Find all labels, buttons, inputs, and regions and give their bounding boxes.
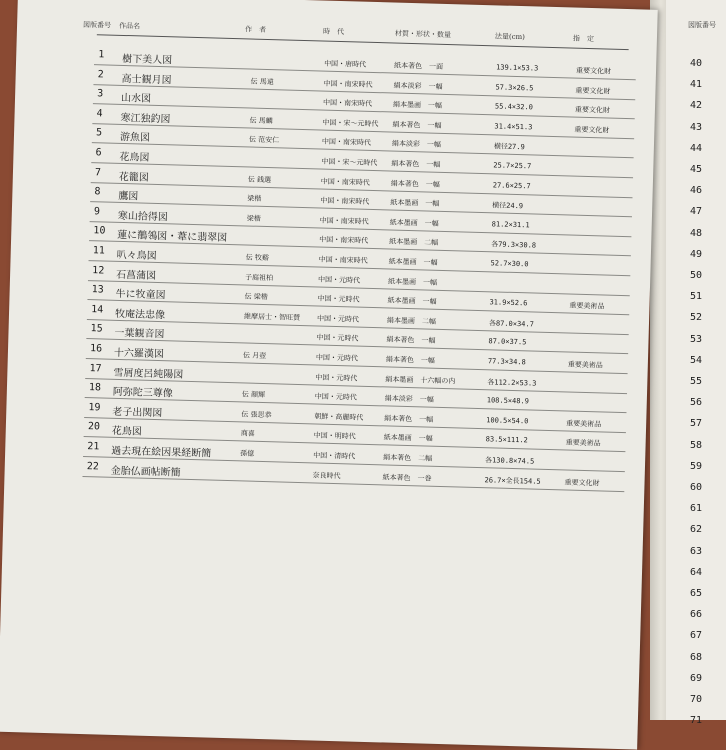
material: 紙本著色 一巻 <box>382 472 432 483</box>
work-title: 山水図 <box>120 93 152 105</box>
period: 中国・元時代 <box>317 294 360 304</box>
right-plate-number: 44 <box>690 142 703 154</box>
size: 26.7×全長154.5 <box>484 475 541 486</box>
author: 梁楷 <box>246 214 261 223</box>
material: 絹本淡彩 一幅 <box>391 139 441 150</box>
plate-number: 3 <box>97 88 104 100</box>
author: 伝 張思恭 <box>241 410 272 420</box>
header-material: 材質・形状・数量 <box>394 29 452 40</box>
author: 伝 范安仁 <box>248 135 280 145</box>
size: 各130.8×74.5 <box>484 456 535 466</box>
plate-number: 19 <box>88 401 101 414</box>
designation: 重要文化財 <box>574 125 610 135</box>
right-plate-number: 54 <box>690 354 703 366</box>
period: 中国・元時代 <box>317 275 361 285</box>
right-plate-number: 51 <box>690 291 703 303</box>
right-plate-number: 48 <box>690 227 703 239</box>
period: 中国・南宋時代 <box>319 216 369 226</box>
plate-number: 16 <box>89 343 103 355</box>
size: 横径24.9 <box>492 201 524 211</box>
size: 31.9×52.6 <box>489 298 528 308</box>
size: 108.5×48.9 <box>486 396 530 406</box>
designation: 重要美術品 <box>567 360 603 370</box>
size: 139.1×53.3 <box>495 63 539 73</box>
right-plate-number: 56 <box>690 397 703 409</box>
period: 中国・元時代 <box>316 314 360 324</box>
right-plate-number: 59 <box>690 460 703 472</box>
plate-number: 9 <box>93 206 101 218</box>
material: 絹本著色 一幅 <box>392 120 442 130</box>
size: 87.0×37.5 <box>488 337 527 347</box>
material: 紙本著色 一面 <box>393 61 444 71</box>
plate-number: 5 <box>95 127 103 139</box>
designation: 重要美術品 <box>566 419 602 429</box>
size: 77.3×34.8 <box>487 357 526 367</box>
row-rule <box>82 476 624 492</box>
header-period: 時 代 <box>322 27 345 37</box>
author: 伝 銭選 <box>247 175 272 184</box>
designation: 重要美術品 <box>565 438 601 448</box>
material: 絹本淡彩 一幅 <box>384 394 434 404</box>
right-plate-number: 42 <box>690 100 703 112</box>
author: 伝 月壺 <box>242 351 267 361</box>
plate-number: 2 <box>97 68 104 81</box>
plate-number: 1 <box>98 49 105 61</box>
material: 絹本墨画 一幅 <box>392 100 443 111</box>
plate-number: 7 <box>94 166 102 178</box>
work-title: 高士観月図 <box>121 73 172 86</box>
right-plate-number: 41 <box>690 79 703 91</box>
period: 中国・唐時代 <box>324 59 367 69</box>
period: 中国・南宋時代 <box>319 235 369 246</box>
period: 中国・南宋時代 <box>318 255 368 265</box>
header-title: 作品名 <box>118 21 141 31</box>
work-title: 蓮に鶺鴒図・葦に翡翠図 <box>117 230 228 245</box>
work-title: 游魚図 <box>119 132 151 145</box>
work-title: 寒山拾得図 <box>117 210 168 224</box>
size: 27.6×25.7 <box>492 180 531 190</box>
material: 紙本墨画 二幅 <box>389 237 439 248</box>
work-title: 花籠図 <box>118 171 150 184</box>
author: 伝 馬麟 <box>249 116 273 125</box>
author: 孫億 <box>240 449 255 458</box>
author: 伝 顔輝 <box>241 390 266 400</box>
size: 各87.0×34.7 <box>488 319 534 329</box>
right-plate-number: 65 <box>690 588 703 599</box>
material: 絹本著色 一幅 <box>390 179 440 189</box>
plate-number: 10 <box>93 225 106 237</box>
material: 絹本墨画 二幅 <box>386 316 437 326</box>
right-plate-number: 64 <box>690 566 703 578</box>
right-plate-number: 60 <box>690 482 703 493</box>
size: 81.2×31.1 <box>491 220 530 230</box>
period: 中国・宋〜元時代 <box>321 157 378 168</box>
right-plate-number: 62 <box>690 524 703 536</box>
period: 中国・南宋時代 <box>322 98 373 109</box>
material: 絹本著色 一幅 <box>384 414 434 424</box>
header-designation: 指 定 <box>572 34 595 44</box>
size: 各112.2×53.3 <box>487 377 537 388</box>
material: 紙本墨画 一幅 <box>383 433 433 444</box>
work-title: 十六羅漢図 <box>113 347 165 361</box>
work-title: 阿弥陀三尊像 <box>112 386 173 400</box>
right-plate-number: 61 <box>690 503 703 515</box>
period: 中国・元時代 <box>315 353 359 363</box>
material: 絹本著色 二幅 <box>383 453 433 463</box>
work-title: 牧庵法忠像 <box>114 308 166 322</box>
size: 83.5×111.2 <box>485 435 528 445</box>
right-plate-number: 50 <box>690 270 703 281</box>
plate-number: 11 <box>92 245 106 257</box>
work-title: 一葉観音図 <box>114 328 165 341</box>
size: 55.4×32.0 <box>494 102 534 112</box>
right-plate-number: 45 <box>690 164 703 175</box>
plate-number: 14 <box>91 303 104 316</box>
work-title: 牛に牧童図 <box>115 289 166 302</box>
period: 中国・南宋時代 <box>320 177 370 187</box>
period: 朝鮮・高麗時代 <box>314 412 364 422</box>
plate-number: 6 <box>95 147 102 159</box>
author: 維摩居士・智旺賛 <box>243 312 301 322</box>
right-plate-number: 52 <box>690 312 703 324</box>
designation: 重要文化財 <box>564 478 600 488</box>
period: 中国・南宋時代 <box>323 79 373 89</box>
plate-number: 4 <box>96 108 103 120</box>
plate-number: 22 <box>86 460 99 473</box>
author: 商喜 <box>240 429 255 439</box>
material: 紙本墨画 一幅 <box>387 277 438 287</box>
work-title: 雪屑度呂純陽図 <box>113 367 184 381</box>
right-plate-number: 40 <box>690 58 703 69</box>
designation: 重要文化財 <box>575 86 611 96</box>
right-plate-number: 63 <box>690 545 703 557</box>
plate-number: 21 <box>87 441 100 453</box>
period: 中国・明時代 <box>313 431 356 441</box>
right-plate-number: 53 <box>690 333 703 345</box>
right-plate-number: 69 <box>690 672 703 684</box>
author: 伝 牧谿 <box>245 253 270 263</box>
header-plate-no: 図版番号 <box>82 20 112 30</box>
material: 紙本墨画 一幅 <box>388 257 438 267</box>
plate-number: 8 <box>94 186 101 198</box>
size: 31.4×51.3 <box>494 122 533 132</box>
work-title: 叭々鳥図 <box>116 249 157 262</box>
right-plate-number: 55 <box>690 376 703 387</box>
material: 絹本著色 一幅 <box>385 355 435 365</box>
right-plate-number: 71 <box>690 715 703 727</box>
period: 中国・元時代 <box>315 373 358 383</box>
right-page-header: 図版番号 <box>688 21 716 29</box>
size: 100.5×54.0 <box>486 416 529 426</box>
period: 中国・宋〜元時代 <box>322 118 379 128</box>
designation: 重要文化財 <box>575 66 612 76</box>
size: 57.3×26.5 <box>495 82 534 93</box>
author: 梁楷 <box>247 194 262 204</box>
work-title: 老子出関図 <box>112 406 163 419</box>
size: 25.7×25.7 <box>493 161 532 171</box>
material: 絹本淡彩 一幅 <box>393 81 443 91</box>
work-title: 石菖蒲図 <box>115 269 157 282</box>
right-plate-number: 68 <box>690 651 703 663</box>
material: 紙本墨画 一幅 <box>389 218 439 228</box>
work-title: 花鳥図 <box>111 426 142 439</box>
right-page <box>666 0 726 727</box>
header-size: 法量(cm) <box>494 32 526 42</box>
period: 中国・南宋時代 <box>320 196 370 207</box>
work-title: 寒江独釣図 <box>120 112 171 126</box>
plate-number: 18 <box>88 382 102 394</box>
right-plate-number: 57 <box>690 418 703 430</box>
right-plate-number: 47 <box>690 206 703 218</box>
material: 紙本墨画 一幅 <box>390 198 440 209</box>
work-title: 過去現在絵因果経断簡 <box>111 445 212 460</box>
right-plate-number: 67 <box>690 630 703 642</box>
plate-number: 12 <box>92 264 105 277</box>
right-plate-number: 43 <box>690 121 703 133</box>
material: 絹本著色 一幅 <box>391 159 441 169</box>
period: 中国・元時代 <box>314 392 357 402</box>
work-title: 鷹図 <box>118 191 139 203</box>
period: 中国・南宋時代 <box>321 137 372 148</box>
size: 52.7×30.0 <box>490 259 529 269</box>
work-title: 樹下美人図 <box>122 53 173 67</box>
right-plate-number: 66 <box>690 609 703 621</box>
material: 絹本墨画 十六幅の内 <box>385 375 456 385</box>
period: 奈良時代 <box>312 471 341 480</box>
material: 紙本墨画 一幅 <box>387 296 437 306</box>
right-plate-number: 70 <box>690 694 703 705</box>
designation: 重要美術品 <box>569 301 605 311</box>
designation: 重要文化財 <box>574 105 611 115</box>
work-title: 花鳥図 <box>119 151 150 164</box>
plate-number: 13 <box>91 284 104 296</box>
right-plate-number: 58 <box>690 439 703 451</box>
work-title: 金胎仏画帖断簡 <box>110 465 181 479</box>
right-plate-number: 49 <box>690 248 703 260</box>
plate-number: 20 <box>87 421 101 433</box>
author: 伝 馬遠 <box>250 77 274 86</box>
header-author: 作 者 <box>244 25 267 34</box>
author: 伝 梁楷 <box>244 292 268 302</box>
size: 横径27.9 <box>493 142 525 152</box>
period: 中国・清時代 <box>313 451 356 461</box>
period: 中国・元時代 <box>316 333 359 344</box>
author: 子庭祖柏 <box>245 273 274 282</box>
material: 絹本著色 一幅 <box>386 335 436 346</box>
right-plate-number: 46 <box>690 185 703 197</box>
plate-number: 15 <box>90 323 103 335</box>
size: 各79.3×30.8 <box>491 240 537 250</box>
plate-number: 17 <box>89 362 102 375</box>
